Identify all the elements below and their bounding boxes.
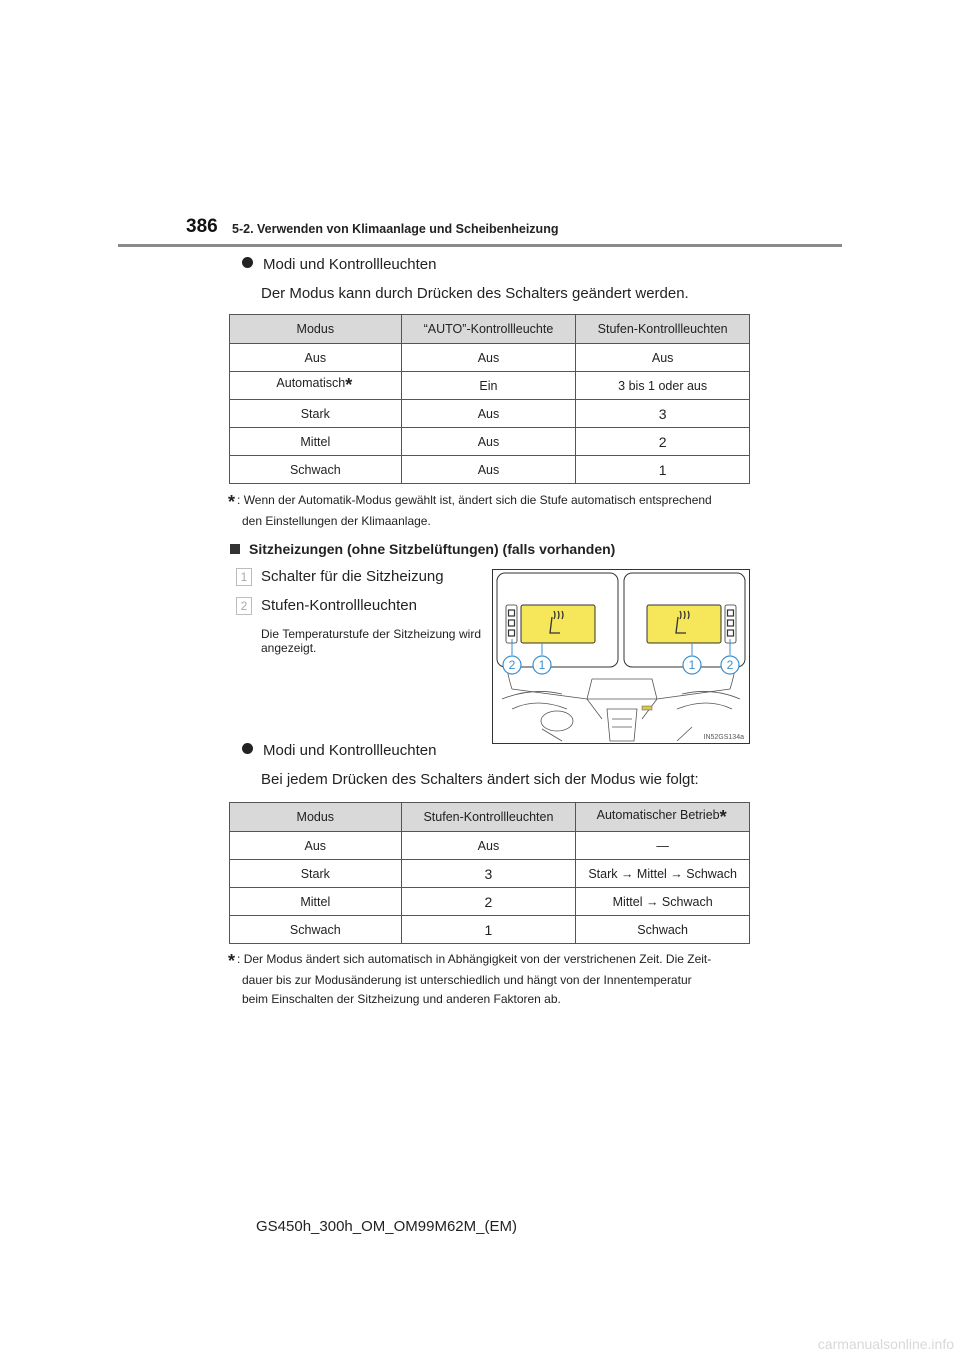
table-header-cell: [576, 803, 750, 832]
table-header-row: [230, 803, 750, 832]
table-cell: Schwach: [576, 916, 750, 944]
footnote-2: * : Der Modus ändert sich automatisch in Abhängigkeit von der verstrichenen Zeit. Die Zeit- dauer bis zur Modusänderung ist unterschiedlich und hängt von der Innentemperatur beim Einschalten der Sitzheizung und anderen Faktoren ab.: [228, 951, 712, 1006]
table-row: [230, 456, 750, 484]
table-cell: 2: [401, 888, 576, 916]
modes-table-1: [229, 314, 750, 484]
table-cell: 1: [401, 916, 576, 944]
header-rule: [118, 244, 842, 247]
table-row: [230, 888, 750, 916]
item-indicator-label: Stufen-Kontrollleuchten: [261, 597, 417, 614]
bullet-text: Modi und Kontrollleuchten: [263, 256, 437, 273]
table-row: [230, 428, 750, 456]
bullet-modes-1: [242, 256, 436, 273]
modes-table-2: [229, 802, 750, 944]
footnote-2-line2: dauer bis zur Modusänderung ist unterschiedlich und hängt von der Innentemperatur: [242, 973, 692, 987]
footnote-1: * : Wenn der Automatik-Modus gewählt ist, ändert sich die Stufe automatisch entsprechend den Einstellungen der Klimaanlage.: [228, 492, 712, 528]
table-header-row: [230, 315, 750, 344]
footer-document-code: GS450h_300h_OM_OM99M62M_(EM): [256, 1218, 517, 1235]
footnote-2-line1: Der Modus ändert sich automatisch in Abhängigkeit von der verstrichenen Zeit. Die Zeit-: [243, 952, 712, 966]
table-cell: Mittel → Schwach: [576, 888, 750, 916]
table-header-cell: Stufen-Kontrollleuchten: [401, 803, 576, 832]
table-cell: —: [576, 832, 750, 860]
intro-text-1: Der Modus kann durch Drücken des Schalters geändert werden.: [261, 285, 689, 302]
footnote-star: *: [719, 806, 727, 827]
footnote-2-line3: beim Einschalten der Sitzheizung und anderen Faktoren ab.: [242, 992, 561, 1006]
table-header-cell: Modus: [230, 315, 402, 344]
bullet-dot-icon: [242, 257, 253, 268]
footnote-1-line1: Wenn der Automatik-Modus gewählt ist, ändert sich die Stufe automatisch entsprechend: [243, 493, 712, 507]
cell-text: Automatisch: [276, 376, 346, 390]
callout-number-2: 2: [236, 597, 252, 615]
footnote-1-line2: den Einstellungen der Klimaanlage.: [242, 514, 431, 528]
table-cell: 3: [401, 860, 576, 888]
callout-number-1: 1: [236, 568, 252, 586]
callout-label: 1: [538, 658, 546, 672]
intro-text-2: Bei jedem Drücken des Schalters ändert sich der Modus wie folgt:: [261, 771, 699, 788]
table-row: [230, 400, 750, 428]
table-cell: Aus: [401, 344, 576, 372]
table-cell: Aus: [401, 456, 576, 484]
table-cell: Stark: [230, 400, 402, 428]
footnote-star: *: [228, 951, 236, 971]
square-bullet-icon: [230, 544, 240, 554]
table-header-cell: Modus: [230, 803, 402, 832]
table-row: [230, 372, 750, 400]
table-cell: Mittel: [230, 428, 402, 456]
figure-code: IN52GS134a: [703, 734, 744, 741]
bullet-modes-2: [242, 742, 436, 759]
heading-text: Sitzheizungen (ohne Sitzbelüftungen) (falls vorhanden): [249, 541, 616, 557]
page-number: 386: [186, 216, 218, 237]
table-cell: Ein: [401, 372, 576, 400]
table-header-cell: “AUTO”-Kontrollleuchte: [401, 315, 576, 344]
footnote-star: *: [228, 492, 236, 512]
table-cell: Aus: [230, 344, 402, 372]
table-cell: Aus: [230, 832, 402, 860]
callout-label: 2: [508, 658, 516, 672]
footnote-star: *: [345, 375, 353, 395]
table-cell: Stark: [230, 860, 402, 888]
item-switch-label: Schalter für die Sitzheizung: [261, 568, 444, 585]
table-cell: Stark → Mittel → Schwach: [576, 860, 750, 888]
table-row: [230, 832, 750, 860]
table-row: [230, 916, 750, 944]
table-cell: Aus: [401, 400, 576, 428]
bullet-dot-icon: [242, 743, 253, 754]
table-header-cell: Stufen-Kontrollleuchten: [576, 315, 750, 344]
callout-label: 2: [726, 658, 734, 672]
table-cell: [230, 372, 402, 400]
table-cell: 3: [576, 400, 750, 428]
table-row: [230, 344, 750, 372]
section-title: 5-2. Verwenden von Klimaanlage und Scheibenheizung: [232, 222, 559, 236]
seat-heater-figure: [492, 569, 750, 744]
watermark: carmanualsonline.info: [817, 1336, 954, 1352]
table-cell: Aus: [576, 344, 750, 372]
bullet-text: Modi und Kontrollleuchten: [263, 742, 437, 759]
table-row: [230, 860, 750, 888]
cell-text: Automatischer Betrieb: [596, 807, 720, 822]
seat-heater-heading: [230, 541, 615, 557]
table-cell: 3 bis 1 oder aus: [576, 372, 750, 400]
table-cell: Schwach: [230, 456, 402, 484]
console-indicator: [642, 706, 652, 710]
table-cell: Aus: [401, 832, 576, 860]
table-cell: Schwach: [230, 916, 402, 944]
table-cell: 2: [576, 428, 750, 456]
table-cell: Mittel: [230, 888, 402, 916]
callout-label: 1: [688, 658, 696, 672]
table-cell: Aus: [401, 428, 576, 456]
table-cell: 1: [576, 456, 750, 484]
item-indicator-note: Die Temperaturstufe der Sitzheizung wird angezeigt.: [261, 627, 481, 655]
